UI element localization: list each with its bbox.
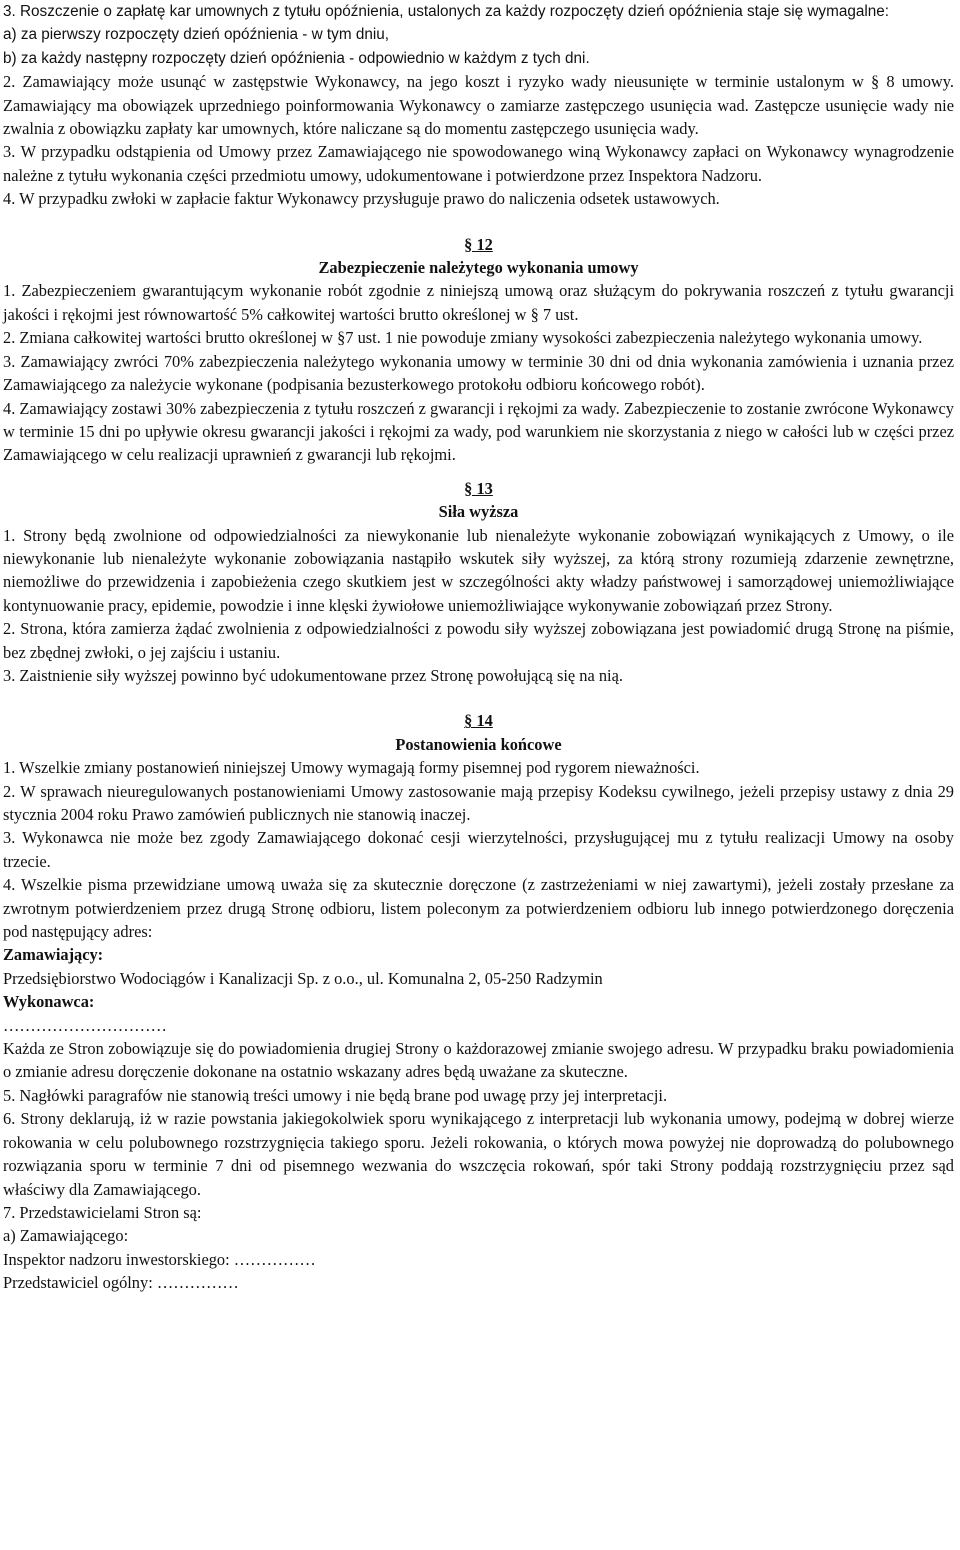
final-paragraph-7: 7. Przedstawicielami Stron są: <box>3 1202 202 1222</box>
text-fragment: 2. Zmiana całkowitej wartości brutto określonej w <box>3 328 333 348</box>
section-reference: § 8 <box>870 72 895 92</box>
claim-item-b: b) za każdy następny rozpoczęty dzień opóźnienia - odpowiednio w każdym z tych dni. <box>3 49 590 67</box>
text-fragment: 1. Zabezpieczeniem gwarantującym wykonanie robót zgodnie z niniejszą umową oraz służącym do pokrywania roszczeń z tytułu gwarancji jakości i rękojmi jest równowartość 5% całkowitej wartości brutto określonej w <box>3 281 954 324</box>
withdrawal-paragraph: 3. W przypadku odstąpienia od Umowy przez Zamawiającego nie spowodowanego winą Wykonawcy zapłaci on Wykonawcy wynagrodzenie należne z tytułu wykonania części przedmiotu umowy, udokumentowane i potwierdzone przez Inspektora Nadzoru. <box>3 142 954 185</box>
final-paragraph-5: 5. Nagłówki paragrafów nie stanowią treści umowy i nie będą brane pod uwagę przy jej interpretacji. <box>3 1085 668 1105</box>
section-14-number <box>3 709 954 732</box>
security-paragraph-4: 4. Zamawiający zostawi 30% zabezpieczenia z tytułu roszczeń z gwarancji i rękojmi za wady. Zabezpieczenie to zostanie zwrócone Wykonawcy w terminie 15 dni po upływie okresu gwarancji jakości i rękojmi za wady, pod warunkiem nie skorzystania z niego w całości lub w części przez Zamawiającego w celu realizacji uprawnień z gwarancji lub rękojmi. <box>3 398 954 465</box>
text-fragment: ust. <box>555 304 579 324</box>
final-paragraph-4: 4. Wszelkie pisma przewidziane umową uważa się za skutecznie doręczone (z zastrzeżeniami w niej zawartymi), jeżeli zostały przesłane za zwrotnym potwierdzeniem przez drugą Stronę odbioru, listem poleconym za potwierdzeniem odbioru lub innego potwierdzonego doręczenia pod następujący adres: <box>3 875 954 942</box>
text-fragment: Zastępcze usunięcie wady nie zwalnia z obowiązku zapłaty kar umownych, które naliczane są do momentu zastępczego usunięcia wady. <box>3 95 954 139</box>
section-number-text: § 13 <box>464 478 493 498</box>
claim-payable-paragraph: 3. Roszczenie o zapłatę kar umownych z tytułu opóźnienia, ustalonych za każdy rozpoczęty dzień opóźnienia staje się wymagalne: <box>3 3 890 20</box>
substitute-removal-paragraph <box>3 70 954 140</box>
employer-address: Przedsiębiorstwo Wodociągów i Kanalizacji Sp. z o.o., ul. Komunalna 2, 05-250 Radzymin <box>3 968 603 988</box>
final-paragraph-6: 6. Strony deklarują, iż w razie powstania jakiegokolwiek sporu wynikającego z interpretacji lub wykonania umowy, podejmą w dobrej wierze rokowania w celu polubownego rozstrzygnięcia takiego sporu. Jeżeli rokowania, o których mowa powyżej nie doprowadzą do polubownego rozwiązania sporu w terminie 7 dni od pisemnego wezwania do wszczęcia rokowań, spór taki Strony poddają rozstrzygnięciu przez sąd właściwy dla Zamawiającego. <box>3 1109 954 1199</box>
text-fragment: ust. 1 nie powoduje zmiany wysokości zabezpieczenia należytego wykonania umowy. <box>357 328 923 348</box>
force-majeure-paragraph-3: 3. Zaistnienie siły wyższej powinno być udokumentowane przez Stronę powołującą się na nią. <box>3 665 623 685</box>
security-paragraph-2 <box>3 326 954 349</box>
general-representative-line: Przedstawiciel ogólny: …………… <box>3 1273 239 1293</box>
section-reference: § 7 <box>530 304 552 324</box>
final-paragraph-2: 2. W sprawach nieuregulowanych postanowieniami Umowy zastosowanie mają przepisy Kodeksu cywilnego, jeżeli przepisy ustawy z dnia 29 stycznia 2004 roku Prawo zamówień publicznych nie stanowią inaczej. <box>3 781 954 824</box>
security-paragraph-3: 3. Zamawiający zwróci 70% zabezpieczenia należytego wykonania umowy w terminie 30 dni od dnia wykonania zamówienia i uznania przez Zamawiającego za należycie wykonane (podpisania bezusterkowego protokołu odbioru końcowego robót). <box>3 351 954 395</box>
section-13-title: Siła wyższa <box>438 502 519 522</box>
section-reference: §7 <box>337 328 354 348</box>
section-number-text: § 14 <box>464 711 493 731</box>
final-paragraph-1: 1. Wszelkie zmiany postanowień niniejszej Umowy wymagają formy pisemnej pod rygorem nieważności. <box>3 758 700 778</box>
text-fragment: umowy. Zamawiający ma obowiązek uprzedniego poinformowania Wykonawcy o zamiarze zastępczego usunięcia wad. <box>3 72 954 115</box>
section-14-title: Postanowienia końcowe <box>395 734 562 754</box>
section-13-number <box>3 477 954 500</box>
representatives-item-a: a) Zamawiającego: <box>3 1226 129 1246</box>
spacer <box>3 687 954 709</box>
spacer <box>3 211 954 233</box>
text-fragment: 2. Zamawiający może usunąć w zastępstwie Wykonawcy, na jego koszt i ryzyko wady nieusunięte w terminie ustalonym w <box>3 72 864 92</box>
force-majeure-paragraph-2: 2. Strona, która zamierza żądać zwolnienia z odpowiedzialności z powodu siły wyższej zobowiązana jest powiadomić drugą Stronę na piśmie, bez zbędnej zwłoki, o jej zajściu i ustaniu. <box>3 619 954 662</box>
security-paragraph-1 <box>3 279 954 326</box>
final-paragraph-3: 3. Wykonawca nie może bez zgody Zamawiającego dokonać cesji wierzytelności, przysługującej mu z tytułu realizacji Umowy na osoby trzecie. <box>3 828 954 871</box>
employer-label: Zamawiający: <box>3 945 104 965</box>
claim-item-a: a) za pierwszy rozpoczęty dzień opóźnienia - w tym dniu, <box>3 26 389 44</box>
spacer <box>3 467 954 477</box>
force-majeure-paragraph-1: 1. Strony będą zwolnione od odpowiedzialności za niewykonanie lub nienależyte wykonanie zobowiązań wynikających z Umowy, o ile niewykonanie lub nienależyte wykonanie zobowiązania nastąpiło wskutek siły wyższej, za którą strony rozumieją zdarzenie zewnętrzne, niemożliwe do przewidzenia i zapobieżenia czego skutkiem jest w szczególności akty władzy państwowej i samorządowej uniemożliwiające kontynuowanie pracy, epidemie, powodzie i inne klęski żywiołowe uniemożliwiające wykonywanie zobowiązań przez Strony. <box>3 525 954 615</box>
section-12-number <box>3 233 954 256</box>
late-payment-paragraph: 4. W przypadku zwłoki w zapłacie faktur Wykonawcy przysługuje prawo do naliczenia odsetek ustawowych. <box>3 189 720 209</box>
contractor-address: ………………………… <box>3 1015 167 1035</box>
section-number-text: § 12 <box>464 234 493 254</box>
section-12-title: Zabezpieczenie należytego wykonania umowy <box>318 258 639 278</box>
contractor-label: Wykonawca: <box>3 992 95 1012</box>
inspector-line: Inspektor nadzoru inwestorskiego: …………… <box>3 1249 316 1269</box>
address-change-paragraph: Każda ze Stron zobowiązuje się do powiadomienia drugiej Strony o każdorazowej zmianie swojego adresu. W przypadku braku powiadomienia o zmianie adresu doręczenie dokonane na ostatnio wskazany adres będą uważane za skuteczne. <box>3 1039 954 1082</box>
